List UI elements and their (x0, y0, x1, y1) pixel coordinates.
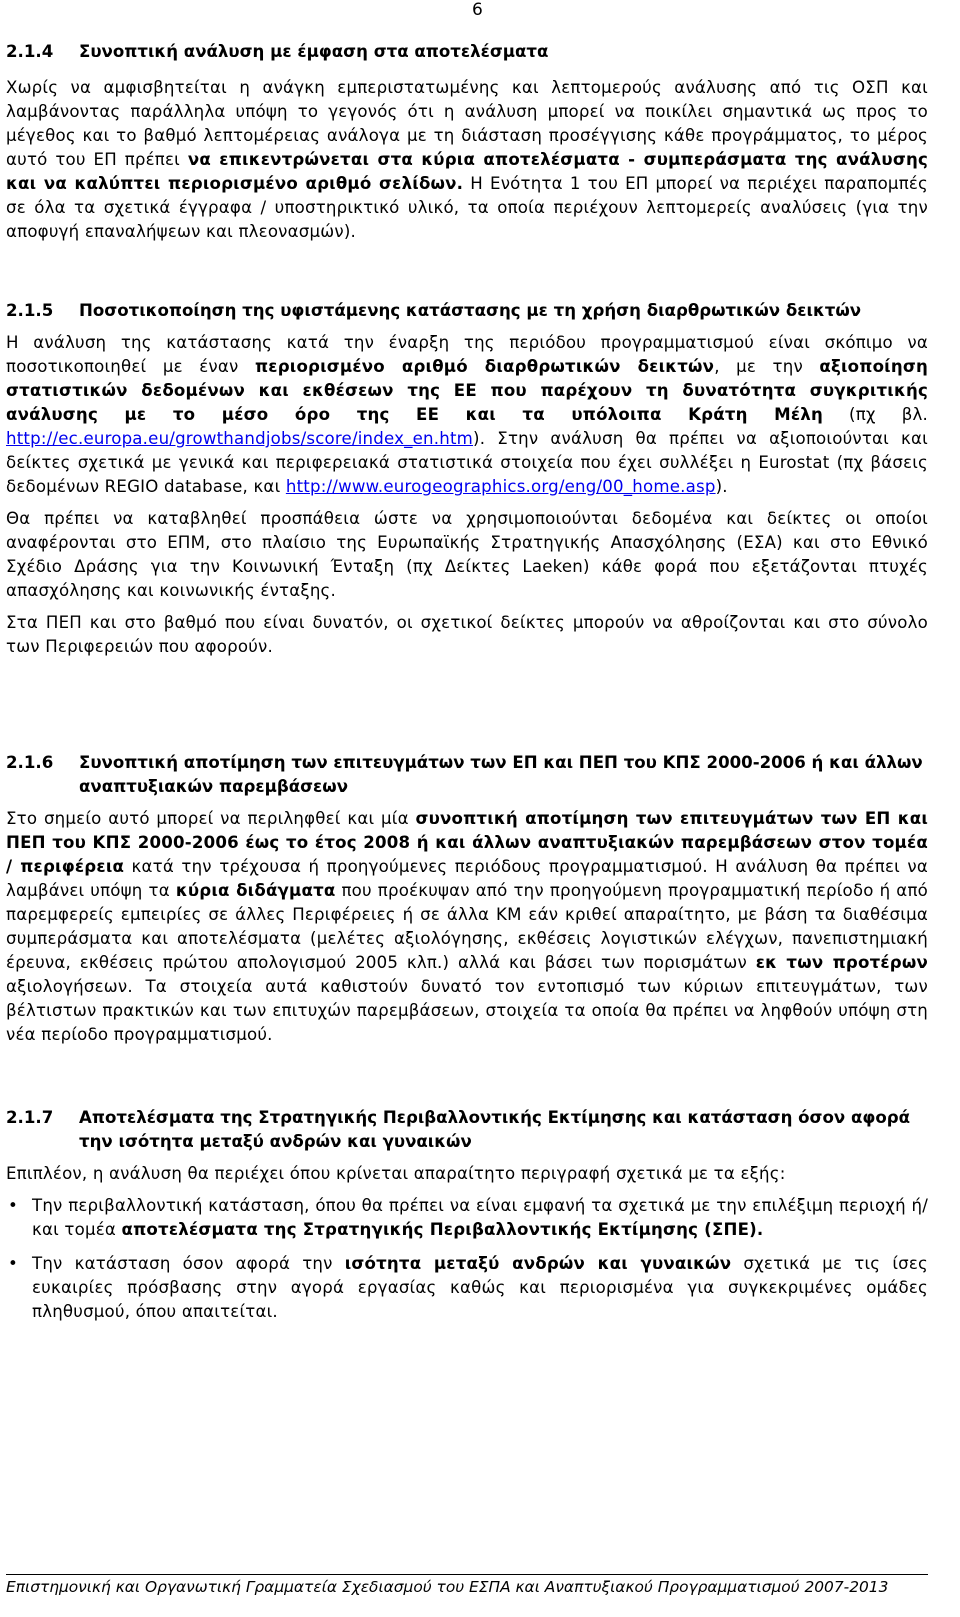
section-heading (6, 1106, 928, 1154)
section-heading (6, 299, 928, 323)
bullet-icon: • (8, 1254, 18, 1273)
section-2-1-6 (6, 751, 928, 1055)
paragraph: Χωρίς να αμφισβητείται η ανάγκη εμπεριστατωμένης και λεπτομερούς ανάλυσης από τις ΟΣΠ και λαμβάνοντας παράλληλα υπόψη το γεγονός ότι η ανάλυση μπορεί να ποικίλει σημαντικά ως προς το μέγεθος και το βαθμό λεπτομέρειας ανάλογα με τη διάσταση προσέγγισης κάθε προγράμματος, το μέρος αυτό του ΕΠ πρέπει να επικεντρώνεται στα κύρια αποτελέσματα - συμπεράσματα της ανάλυσης και να καλύπτει περιορισμένο αριθμό σελίδων. Η Ενότητα 1 του ΕΠ μπορεί να περιέχει παραπομπές σε όλα τα σχετικά έγγραφα / υποστηρικτικό υλικό, τα οποία περιέχουν λεπτομερείς αναλύσεις (για την αποφυγή επαναλήψεων και πλεονασμών). (6, 78, 928, 241)
paragraph: Η ανάλυση της κατάστασης κατά την έναρξη της περιόδου προγραμματισμού είναι σκόπιμο να ποσοτικοποιηθεί με έναν περιορισμένο αριθμό διαρθρωτικών δεικτών, με την αξιοποίηση στατιστικών δεδομένων και εκθέσεων της ΕΕ που παρέχουν τη δυνατότητα συγκριτικής ανάλυσης με το μέσο όρο της ΕΕ και τα υπόλοιπα Κράτη Μέλη (πχ βλ. http://ec.europa.eu/growthandjobs/score/index_en.htm). Στην ανάλυση θα πρέπει να αξιοποιούνται και δείκτες σχετικά με γενικά και περιφερειακά στατιστικά στοιχεία που έχει συλλέξει η Eurostat (πχ βάσεις δεδομένων REGIO database, και http://www.eurogeographics.org/eng/00_home.asp). (6, 333, 929, 496)
section-2-1-7 (6, 1106, 928, 1334)
paragraph: Επιπλέον, η ανάλυση θα περιέχει όπου κρίνεται απαραίτητο περιγραφή σχετικά με τα εξής: (6, 1164, 786, 1183)
section-heading (6, 751, 928, 799)
list-item: • Την περιβαλλοντική κατάσταση, όπου θα πρέπει να είναι εμφανή τα σχετικά με την επιλέξιμη περιοχή ή/και τομέα αποτελέσματα της Στρατηγικής Περιβαλλοντικής Εκτίμησης (ΣΠΕ). (8, 1196, 928, 1239)
section-number: 2.1.5 (6, 301, 54, 320)
list-item: • Την κατάσταση όσον αφορά την ισότητα μεταξύ ανδρών και γυναικών σχετικά με τις ίσες ευκαιρίες πρόσβασης στην αγορά εργασίας καθώς και περιορισμένα για συγκεκριμένες ομάδες πληθυσμού, όπου απαιτείται. (8, 1254, 928, 1321)
section-title: Συνοπτική ανάλυση με έμφαση στα αποτελέσματα (79, 42, 549, 61)
bullet-list (6, 1194, 928, 1324)
bullet-icon: • (8, 1196, 18, 1215)
section-2-1-4 (6, 40, 928, 252)
page-footer: Επιστημονική και Οργανωτική Γραμματεία Σχεδιασμού του ΕΣΠΑ και Αναπτυξιακού Προγραμματισμού 2007-2013 (6, 1578, 889, 1596)
section-2-1-5 (6, 299, 928, 667)
page-number: 6 (472, 0, 483, 20)
paragraph: Στα ΠΕΠ και στο βαθμό που είναι δυνατόν, οι σχετικοί δείκτες μπορούν να αθροίζονται και στο σύνολο των Περιφερειών που αφορούν. (6, 613, 928, 656)
paragraph: Θα πρέπει να καταβληθεί προσπάθεια ώστε να χρησιμοποιούνται δεδομένα και δείκτες οι οποίοι αναφέρονται στο ΕΠΜ, στο πλαίσιο της Ευρωπαϊκής Στρατηγικής Απασχόλησης (ΕΣΑ) και στο Εθνικό Σχέδιο Δράσης για την Κοινωνική Ένταξη (πχ Δείκτες Laeken) κάθε φορά που εξετάζονται πτυχές απασχόλησης και κοινωνικής ένταξης. (6, 509, 928, 600)
section-title: Ποσοτικοποίηση της υφιστάμενης κατάστασης με τη χρήση διαρθρωτικών δεικτών (79, 301, 862, 320)
eurogeographics-link[interactable]: http://www.eurogeographics.org/eng/00_home.asp (285, 477, 716, 496)
section-heading (6, 40, 928, 64)
footer-divider (6, 1574, 928, 1575)
section-title: Αποτελέσματα της Στρατηγικής Περιβαλλοντικής Εκτίμησης και κατάσταση όσον αφορά την ισότητα μεταξύ ανδρών και γυναικών (79, 1108, 911, 1151)
section-title: Συνοπτική αποτίμηση των επιτευγμάτων των ΕΠ και ΠΕΠ του ΚΠΣ 2000-2006 ή και άλλων αναπτυξιακών παρεμβάσεων (79, 753, 923, 796)
paragraph: Στο σημείο αυτό μπορεί να περιληφθεί και μία συνοπτική αποτίμηση των επιτευγμάτων των ΕΠ και ΠΕΠ του ΚΠΣ 2000-2006 έως το έτος 2008 ή και άλλων αναπτυξιακών παρεμβάσεων στον τομέα / περιφέρεια κατά την τρέχουσα ή προηγούμενες περιόδους προγραμματισμού. Η ανάλυση θα πρέπει να λαμβάνει υπόψη τα κύρια διδάγματα που προέκυψαν από την προηγούμενη προγραμματική περίοδο ή από παρεμφερείς εμπειρίες σε άλλες Περιφέρειες ή σε άλλα ΚΜ εάν κριθεί απαραίτητο, με βάση τα διαθέσιμα συμπεράσματα και αποτελέσματα (μελέτες αξιολόγησης, εκθέσεις λογιστικών ελέγχων, πανεπιστημιακή έρευνα, εκθέσεις πρώτου απολογισμού 2005 κλπ.) αλλά και βάσει των πορισμάτων εκ των προτέρων αξιολογήσεων. Τα στοιχεία αυτά καθιστούν δυνατό τον εντοπισμό των κύριων επιτευγμάτων, των βέλτιστων πρακτικών και των επιτυχών παρεμβάσεων, στοιχεία τα οποία θα πρέπει να ληφθούν υπόψη στη νέα περίοδο προγραμματισμού. (6, 809, 929, 1044)
score-link[interactable]: http://ec.europa.eu/growthandjobs/score/index_en.htm (6, 429, 474, 448)
section-number: 2.1.6 (6, 753, 54, 772)
section-number: 2.1.4 (6, 42, 54, 61)
section-number: 2.1.7 (6, 1108, 54, 1127)
